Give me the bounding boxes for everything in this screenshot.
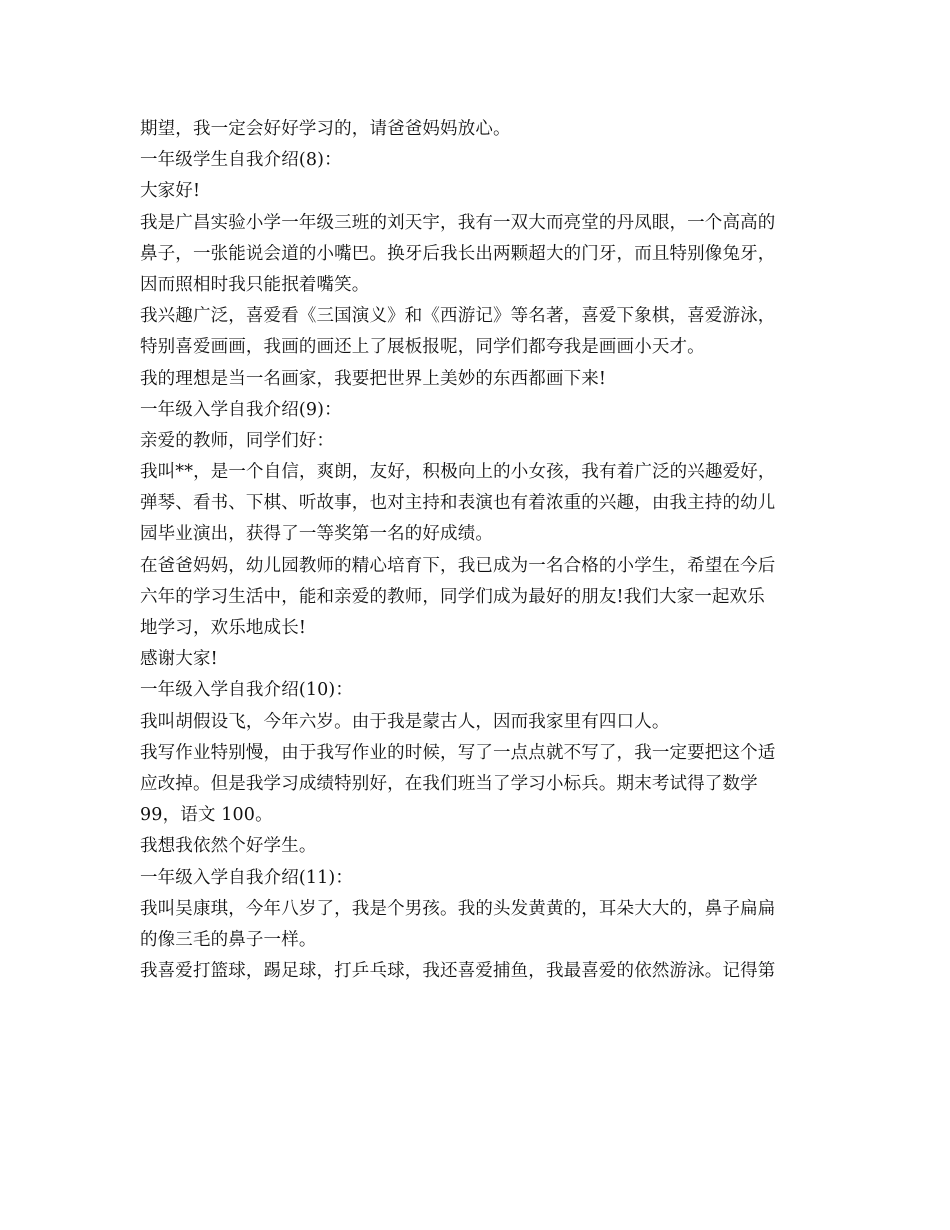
text-line: 我叫胡假设飞，今年六岁。由于我是蒙古人，因而我家里有四口人。 [140,711,670,732]
text-line: 六年的学习生活中，能和亲爱的教师，同学们成为最好的朋友!我们大家一起欢乐 [140,586,765,607]
text-line: 因而照相时我只能抿着嘴笑。 [140,274,370,295]
text-line: 特别喜爱画画，我画的画还上了展板报呢，同学们都夸我是画画小天才。 [140,337,705,358]
section-heading: 一年级入学自我介绍(9)： [140,399,342,420]
text-line: 大家好! [140,181,201,202]
text-line: 我喜爱打篮球，踢足球，打乒乓球，我还喜爱捕鱼，我最喜爱的依然游泳。记得第 [140,961,776,982]
text-line: 我的理想是当一名画家，我要把世界上美妙的东西都画下来! [140,368,607,389]
text-line: 鼻子，一张能说会道的小嘴巴。换牙后我长出两颗超大的门牙，而且特别像兔牙， [140,243,776,264]
text-line: 感谢大家! [140,649,218,670]
text-line: 期望，我一定会好好学习的，请爸爸妈妈放心。 [140,119,511,139]
text-line: 地学习，欢乐地成长! [140,618,307,638]
text-line: 在爸爸妈妈，幼儿园教师的精心培育下，我已成为一名合格的小学生，希望在今后 [140,555,776,576]
text-line: 应改掉。但是我学习成绩特别好，在我们班当了学习小标兵。期末考试得了数学 [140,773,758,794]
section-heading: 一年级学生自我介绍(8)： [140,150,342,171]
text-line: 弹琴、看书、下棋、听故事，也对主持和表演也有着浓重的兴趣，由我主持的幼儿 [140,493,776,514]
text-line: 我是广昌实验小学一年级三班的刘天宇，我有一双大而亮堂的丹凤眼，一个高高的 [140,212,776,233]
text-line: 我想我依然个好学生。 [140,836,317,857]
text-line: 亲爱的教师，同学们好： [140,430,335,451]
text-line: 园毕业演出，获得了一等奖第一名的好成绩。 [140,524,493,545]
text-line: 的像三毛的鼻子一样。 [140,929,317,950]
text-line: 我写作业特别慢，由于我写作业的时候，写了一点点就不写了，我一定要把这个适 [140,742,776,763]
text-line: 我兴趣广泛，喜爱看《三国演义》和《西游记》等名著，喜爱下象棋，喜爱游泳， [140,306,776,327]
document-body [140,114,820,987]
text-line: 99，语文 100。 [140,805,273,826]
text-line: 我叫吴康琪，今年八岁了，我是个男孩。我的头发黄黄的，耳朵大大的，鼻子扁扁 [140,898,776,919]
text-line: 我叫**，是一个自信，爽朗，友好，积极向上的小女孩，我有着广泛的兴趣爱好， [140,462,776,483]
section-heading: 一年级入学自我介绍(10)： [140,680,354,701]
section-heading: 一年级入学自我介绍(11)： [140,867,354,888]
